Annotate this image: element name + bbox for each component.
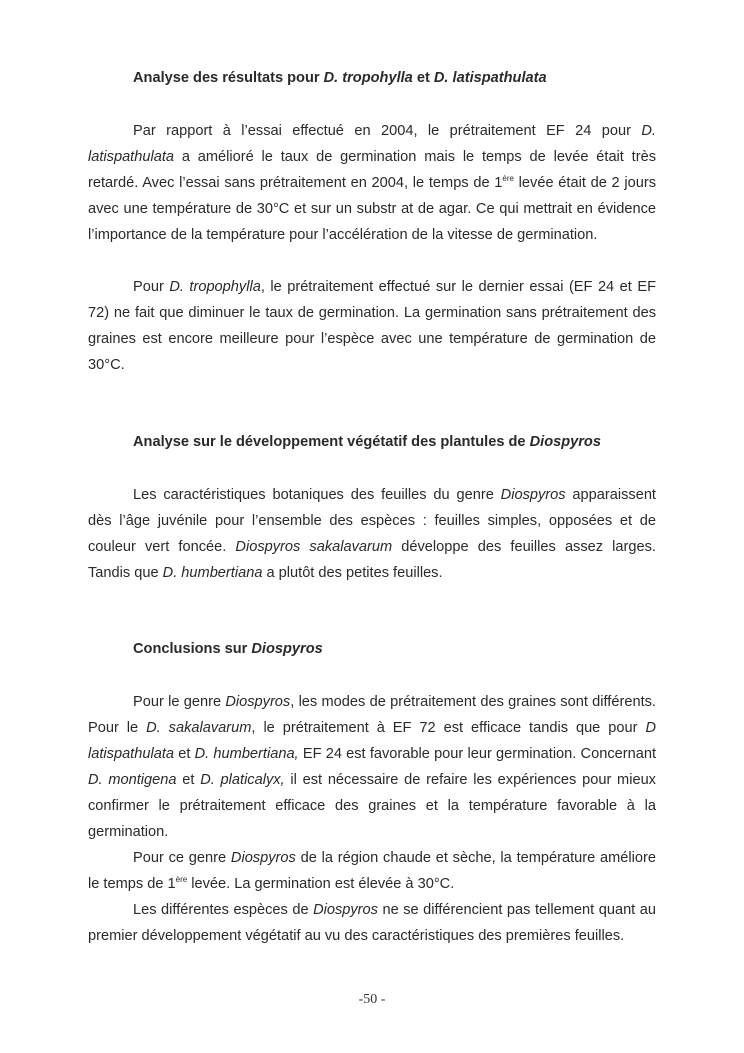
paragraph-results-2: Pour D. tropophylla, le prétraitement effectué sur le dernier essai (EF 24 et EF 72) ne fait que diminuer le taux de germination. La germination sans prétraitement des graines est encore meilleure pour l’espèce avec une température de germination de 30°C.	[88, 279, 656, 373]
paragraph-development-1: Les caractéristiques botaniques des feuilles du genre Diospyros apparaissent dès l’âge juvénile pour l’ensemble des espèces : feuilles simples, opposées et de couleur vert foncée. Diospyros sakalavarum développe des feuilles assez larges. Tandis que D. humbertiana a plutôt des petites feuilles.	[88, 487, 656, 581]
section-heading-development: Analyse sur le développement végétatif des plantules de Diospyros	[133, 434, 601, 450]
page-number: -50 -	[358, 992, 386, 1007]
paragraph-conclusions-3: Les différentes espèces de Diospyros ne se différencient pas tellement quant au premier développement végétatif au vu des caractéristiques des premières feuilles.	[88, 902, 656, 944]
section-heading-results: Analyse des résultats pour D. tropohylla et D. latispathulata	[133, 70, 547, 86]
paragraph-conclusions-2: Pour ce genre Diospyros de la région chaude et sèche, la température améliore le temps de 1ère levée. La germination est élevée à 30°C.	[88, 850, 656, 892]
paragraph-results-1: Par rapport à l’essai effectué en 2004, le prétraitement EF 24 pour D. latispathulata a amélioré le taux de germination mais le temps de levée était très retardé. Avec l’essai sans prétraitement en 2004, le temps de 1ère levée était de 2 jours avec une température de 30°C et sur un substr at de agar. Ce qui mettrait en évidence l’importance de la température pour l’accélération de la vitesse de germination.	[88, 123, 657, 243]
paragraph-conclusions-1: Pour le genre Diospyros, les modes de prétraitement des graines sont différents. Pour le D. sakalavarum, le prétraitement à EF 72 est efficace tandis que pour D latispathulata et D. humbertiana, EF 24 est favorable pour leur germination. Concernant D. montigena et D. platicalyx, il est nécessaire de refaire les expériences pour mieux confirmer le prétraitement efficace des graines et la température favorable à la germination.	[88, 694, 657, 840]
section-heading-conclusions: Conclusions sur Diospyros	[133, 641, 323, 657]
